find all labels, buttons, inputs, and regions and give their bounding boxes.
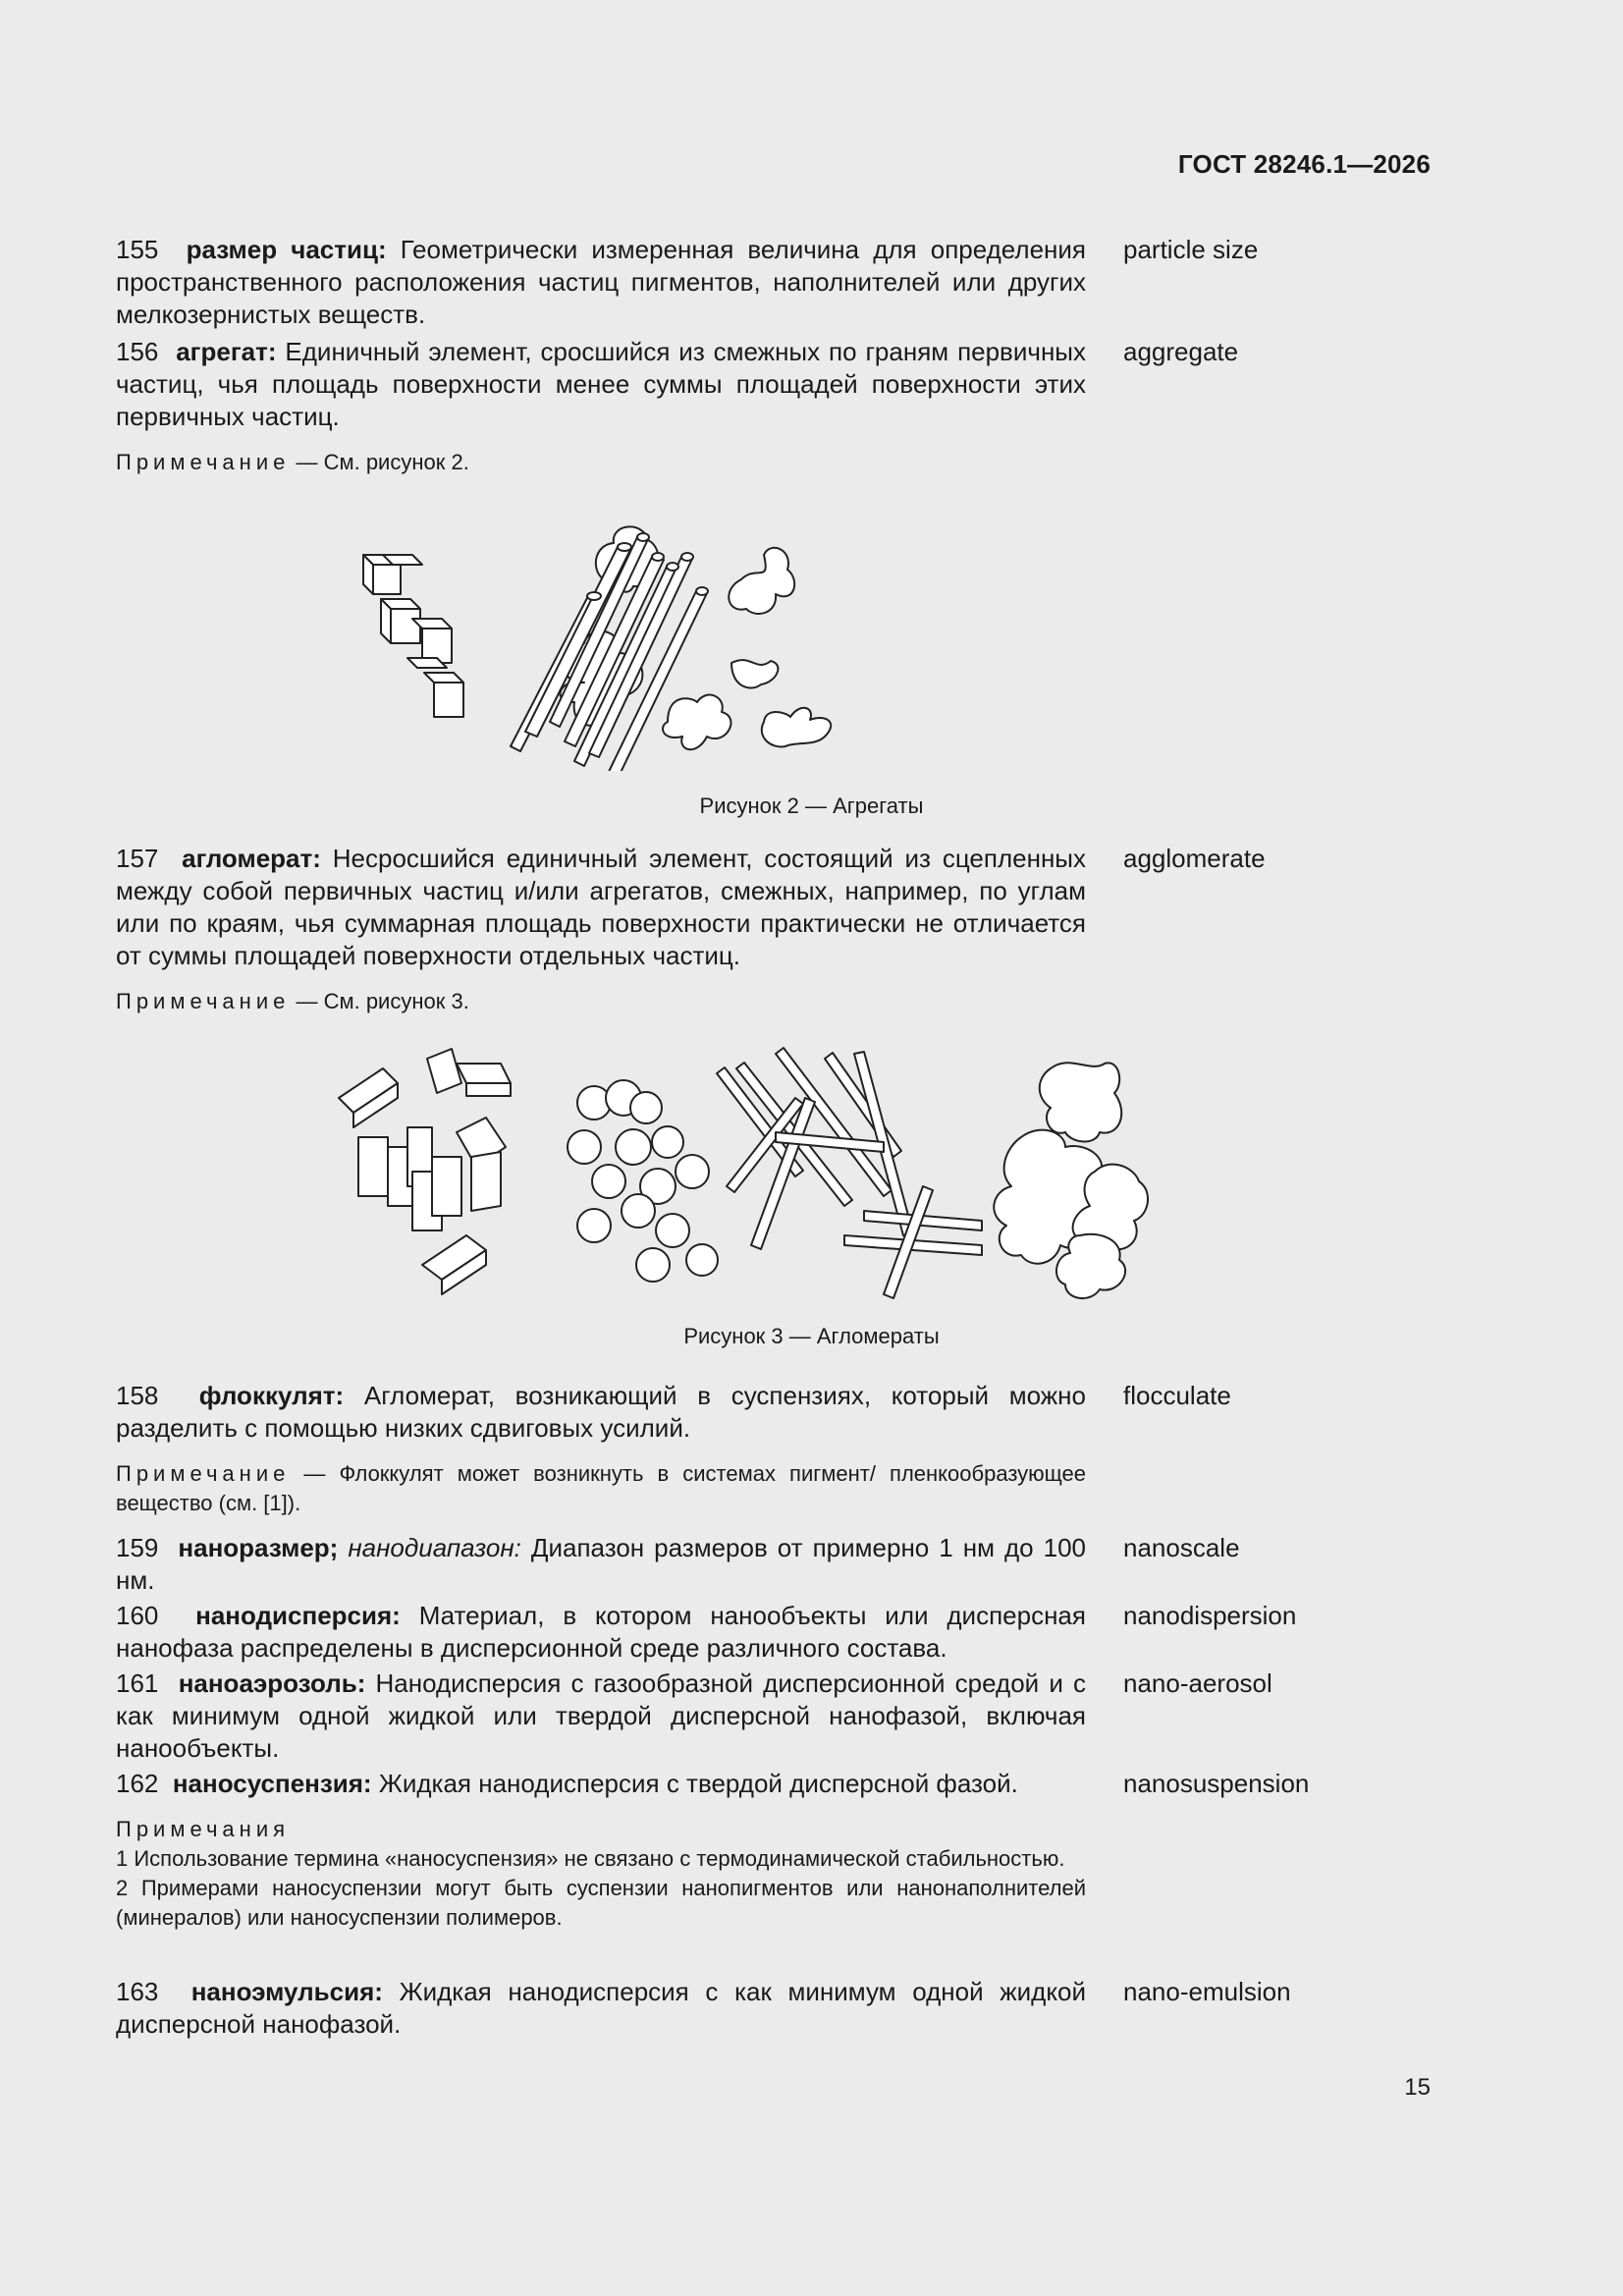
page-number: 15: [1404, 2074, 1431, 2101]
term-name: флоккулят:: [198, 1381, 345, 1410]
aggregate-irregular-shape: [663, 548, 831, 749]
term-english-160: nanodispersion: [1123, 1601, 1297, 1630]
note-label: Примечание: [116, 1461, 291, 1486]
term-definition: Жидкая нанодисперсия с твердой дисперсной фазой.: [378, 1769, 1018, 1798]
agglomerate-irregular-shape: [994, 1063, 1148, 1298]
term-name: размер частиц:: [186, 235, 387, 264]
document-id: ГОСТ 28246.1—2026: [1177, 149, 1431, 179]
term-entry-160: [116, 1600, 1086, 1665]
note-156: [116, 448, 1086, 477]
term-entry-163: [116, 1976, 1086, 2041]
note-162-2: 2 Примерами наносуспензии могут быть суспензии нанопигментов или нанонаполнителей (минералов) или наносуспензии полимеров.: [116, 1876, 1086, 1930]
term-english-157: agglomerate: [1123, 844, 1266, 873]
term-english-162: nanosuspension: [1123, 1769, 1310, 1798]
term-english-159: nanoscale: [1123, 1533, 1240, 1562]
note-text: — Флоккулят может возникнуть в системах пигмент/ пленкообразующее вещество (см. [1]).: [116, 1461, 1086, 1515]
term-definition: Нанодисперсия с газообразной дисперсионной средой и с как минимум одной жидкой или твердой дисперсной нанофазой, включая нанообъекты.: [116, 1668, 1086, 1763]
term-entry-157: [116, 843, 1086, 972]
figure-2-caption: Рисунок 2 — Агрегаты: [699, 793, 924, 818]
term-number: 157: [116, 844, 159, 873]
term-english-158: flocculate: [1123, 1381, 1231, 1410]
term-definition: Геометрически измеренная величина для определения пространственного расположения частиц пигментов, наполнителей или других мелкозернистых веществ.: [116, 235, 1086, 329]
term-number: 158: [116, 1381, 159, 1410]
term-entry-156: [116, 336, 1086, 433]
term-english-161: nano-aerosol: [1123, 1668, 1272, 1698]
term-english-155: particle size: [1123, 235, 1259, 264]
term-definition: Агломерат, возникающий в суспензиях, который можно разделить с помощью низких сдвиговых усилий.: [116, 1381, 1086, 1443]
agglomerate-cubes-shape: [339, 1049, 511, 1294]
term-entry-162: [116, 1768, 1086, 1800]
term-entry-161: [116, 1667, 1086, 1765]
term-entry-159: [116, 1532, 1086, 1597]
term-synonym: нанодиапазон:: [348, 1533, 521, 1562]
term-number: 160: [116, 1601, 159, 1630]
term-definition: Диапазон размеров от примерно 1 нм до 100 нм.: [116, 1533, 1086, 1595]
term-number: 161: [116, 1668, 159, 1698]
term-entry-155: [116, 234, 1086, 331]
figure-2-aggregates: [353, 496, 1198, 771]
term-english-163: nano-emulsion: [1123, 1977, 1291, 2006]
term-definition: Единичный элемент, сросшийся из смежных по граням первичных частиц, чья площадь поверхности менее суммы площадей поверхности этих первичных частиц.: [116, 337, 1086, 431]
notes-label: Примечания: [116, 1817, 291, 1841]
note-label: Примечание: [116, 450, 291, 474]
notes-162: [116, 1815, 1086, 1933]
agglomerate-spheres-shape: [568, 1080, 718, 1282]
term-name: агломерат:: [182, 844, 321, 873]
note-158: [116, 1459, 1086, 1518]
note-162-1: 1 Использование термина «наносуспензия» не связано с термодинамической стабильностью.: [116, 1846, 1065, 1871]
term-name: нанодисперсия:: [195, 1601, 401, 1630]
term-number: 159: [116, 1533, 159, 1562]
term-name: наноэмульсия:: [190, 1977, 383, 2006]
note-text: — См. рисунок 2.: [296, 450, 469, 474]
term-number: 156: [116, 337, 159, 366]
term-definition: Материал, в котором нанообъекты или дисперсная нанофаза распределены в дисперсионной среде различного состава.: [116, 1601, 1086, 1663]
agglomerate-rods-shape: [717, 1048, 982, 1298]
term-definition: Несросшийся единичный элемент, состоящий из сцепленных между собой первичных частиц и/или агрегатов, смежных, например, по углам или по краям, чья суммарная площадь поверхности практически не отличается от суммы площадей поверхности отдельных частиц.: [116, 844, 1086, 970]
note-text: — См. рисунок 3.: [296, 989, 469, 1013]
figure-3-agglomerates: [334, 1039, 1217, 1314]
term-number: 163: [116, 1977, 159, 2006]
term-name: наносуспензия:: [172, 1769, 372, 1798]
figure-3-caption: Рисунок 3 — Агломераты: [683, 1324, 940, 1348]
term-definition: Жидкая нанодисперсия с как минимум одной жидкой дисперсной нанофазой.: [116, 1977, 1086, 2039]
term-english-156: aggregate: [1123, 337, 1239, 366]
aggregate-cubes-shape: [363, 555, 463, 717]
term-number: 155: [116, 235, 159, 264]
term-name: наноаэрозоль:: [178, 1668, 366, 1698]
note-157: [116, 987, 1086, 1016]
term-name: агрегат:: [176, 337, 277, 366]
note-label: Примечание: [116, 989, 291, 1013]
term-entry-158: [116, 1380, 1086, 1445]
term-number: 162: [116, 1769, 159, 1798]
term-name: наноразмер;: [178, 1533, 339, 1562]
